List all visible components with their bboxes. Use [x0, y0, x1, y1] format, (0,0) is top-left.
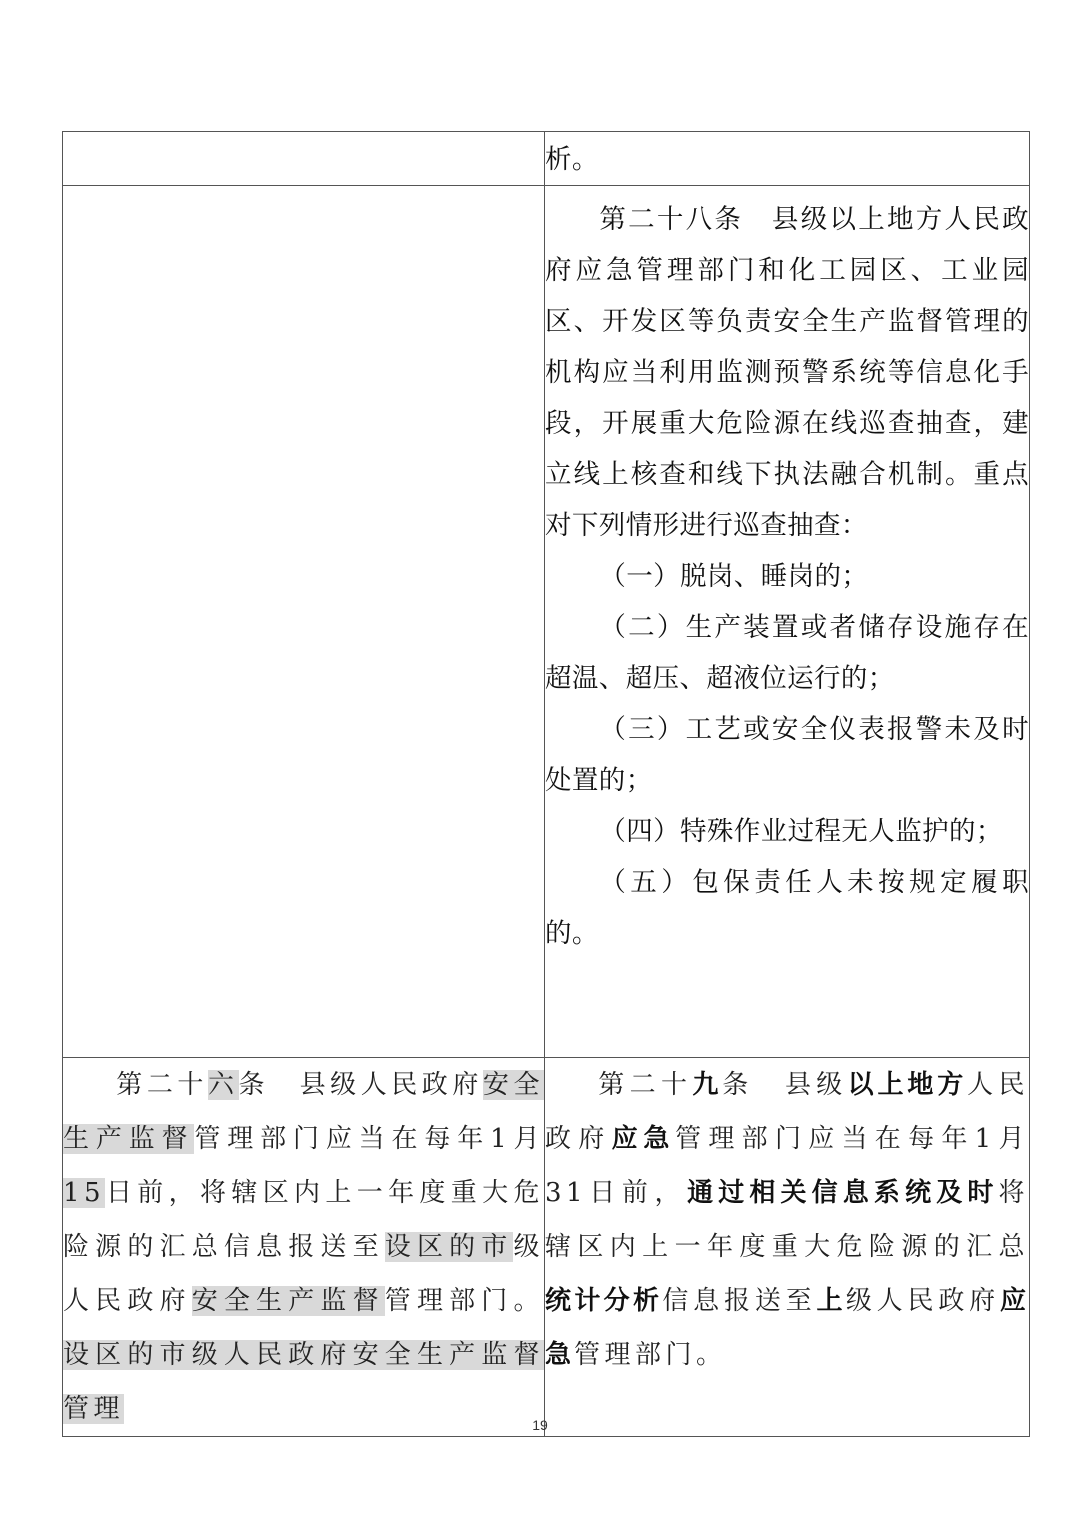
- bold-text: 应急: [545, 1286, 1029, 1370]
- text-segment: 管理部门。: [384, 1286, 544, 1316]
- article-28-item-3: （三）工艺或安全仪表报警未及时处置的；: [545, 714, 1029, 796]
- table-row: [63, 186, 1030, 1058]
- article-28-item-2: （二）生产装置或者储存设施存在超温、超压、超液位运行的；: [545, 612, 1029, 694]
- highlighted-text: 安全生产监督: [191, 1286, 385, 1316]
- text-segment: 管理部门应当在每年1月31日前，: [545, 1124, 1029, 1208]
- article-28-item-4: （四）特殊作业过程无人监护的；: [599, 816, 1003, 847]
- highlighted-text: 设区的市级人民政府安全生产监督管理: [63, 1340, 544, 1424]
- highlighted-text: 安全生产监督: [63, 1070, 544, 1154]
- bold-text: 上: [816, 1286, 846, 1316]
- article-28-item-1: （一）脱岗、睡岗的；: [599, 561, 869, 592]
- text-segment: 第二十: [598, 1070, 693, 1100]
- table-row: [63, 1058, 1030, 1437]
- text-segment: 将辖区内上一年度重大危险源的汇总: [545, 1178, 1029, 1262]
- text-segment: 条 县级: [722, 1070, 848, 1100]
- left-cell-empty: [63, 132, 545, 186]
- bold-text: 通过相关信息系统及时: [687, 1178, 999, 1208]
- bold-text: 统计分析: [545, 1286, 663, 1316]
- left-cell-article-26-old: [63, 1058, 545, 1437]
- article-29-text: [545, 1058, 1029, 1382]
- text-segment: 条 县级人民政府: [238, 1070, 483, 1100]
- bold-text: 九: [692, 1070, 723, 1100]
- article-26-text: [63, 1058, 544, 1436]
- text-segment: 级人民政府: [845, 1286, 1000, 1316]
- left-cell-empty: [63, 186, 545, 1058]
- right-cell-article-28: [545, 186, 1030, 1058]
- table-row: [63, 132, 1030, 186]
- bold-text: 以上地方: [847, 1070, 968, 1100]
- right-cell-continuation: [545, 132, 1030, 186]
- text-segment: 管理部门应当在每年1月: [194, 1124, 544, 1154]
- continuation-text: 析。: [545, 144, 599, 175]
- text-segment: 级人民政府: [63, 1232, 544, 1316]
- page-number: 19: [532, 1417, 548, 1433]
- highlighted-text: 六: [207, 1070, 239, 1100]
- text-segment: 第二十: [116, 1070, 208, 1100]
- right-cell-article-29-new: [545, 1058, 1030, 1437]
- text-segment: 人民政府: [545, 1070, 1029, 1154]
- highlighted-text: 设区的市: [384, 1232, 514, 1262]
- bold-text: 应急: [611, 1124, 676, 1154]
- text-segment: 信息报送至: [662, 1286, 817, 1316]
- text-segment: 日前，将辖区内上一年度重大危险源的汇总信息报送至: [63, 1178, 544, 1262]
- article-28-item-5: （五）包保责任人未按规定履职的。: [545, 867, 1029, 949]
- article-28-body: 第二十八条 县级以上地方人民政府应急管理部门和化工园区、工业园区、开发区等负责安全生产监督管理的机构应当利用监测预警系统等信息化手段，开展重大危险源在线巡查抽查，建立线上核查和线下执法融合机制。重点对下列情形进行巡查抽查：: [545, 204, 1029, 541]
- comparison-table: [62, 131, 1030, 1437]
- highlighted-text: 15: [63, 1178, 106, 1208]
- text-segment: 管理部门。: [574, 1340, 727, 1370]
